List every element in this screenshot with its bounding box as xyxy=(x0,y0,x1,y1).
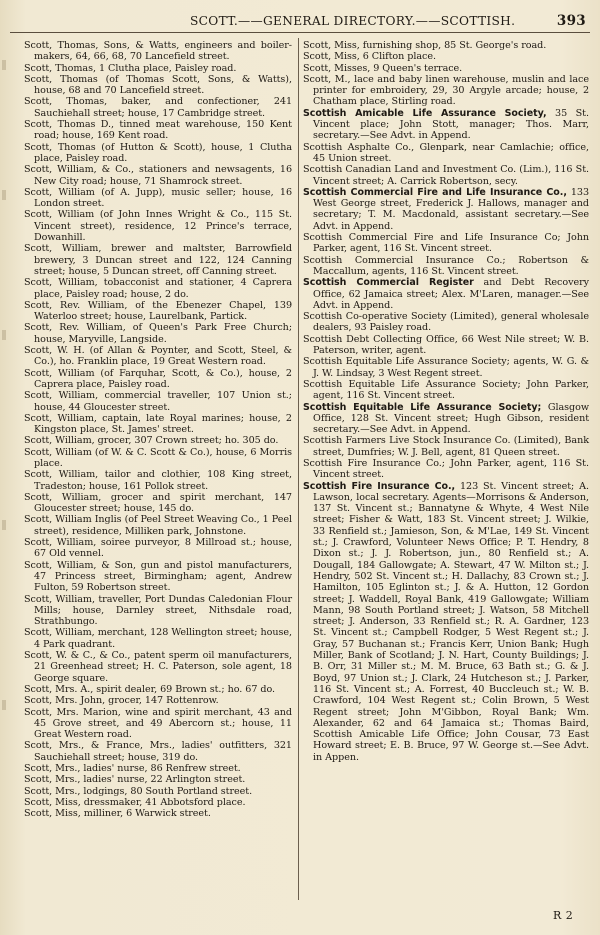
entry-text: Scott, Misses, 9 Queen's terrace. xyxy=(303,62,463,74)
directory-entry xyxy=(24,368,292,391)
directory-entry xyxy=(303,481,589,763)
entry-text: Scott, Rev. William, of Queen's Park Free Church; house, Maryville, Langside. xyxy=(24,322,292,345)
entry-text: Scottish Commercial Fire and Life Insurance Co; John Parker, agent, 116 St. Vincent street. xyxy=(303,232,589,255)
directory-entry xyxy=(303,142,589,165)
directory-entry xyxy=(24,435,292,446)
directory-entry xyxy=(24,74,292,97)
directory-entry xyxy=(303,255,589,278)
header-rule xyxy=(10,32,590,33)
entry-text: Scott, William, traveller, Port Dundas Caledonian Flour Mills; house, Darnley street, Nithsdale road, Strathbungo. xyxy=(24,593,292,628)
entry-name-bold: Scottish Fire Insurance Co., xyxy=(303,480,456,492)
entry-name-bold: Scottish Equitable Life Assurance Society; xyxy=(303,401,542,413)
entry-text: Scott, William, merchant, 128 Wellington street; house, 4 Park quadrant. xyxy=(24,627,292,650)
page-number: 393 xyxy=(556,13,586,29)
directory-entry xyxy=(303,51,589,62)
entry-text: Scott, W. H. (of Allan & Poynter, and Scott, Steel, & Co.), ho. Franklin place, 19 Great Western road. xyxy=(24,345,292,368)
entry-text: Scottish Equitable Life Assurance Society; agents, W. G. & J. W. Lindsay, 3 West Regent street. xyxy=(303,356,589,379)
entry-text: Scott, Mrs., & France, Mrs., ladies' outfitters, 321 Sauchiehall street; house, 319 do. xyxy=(24,740,292,763)
entry-text: Scott, Thomas, 1 Clutha place, Paisley road. xyxy=(24,62,237,74)
directory-entry xyxy=(24,695,292,706)
directory-entry xyxy=(24,740,292,763)
header-title: SCOTT.——GENERAL DIRECTORY.——SCOTTISH. xyxy=(190,14,516,28)
entry-text: Scott, William, tailor and clothier, 108 King street, Tradeston; house, 161 Pollok street. xyxy=(24,469,292,492)
entry-text: Scott, Mrs. Marion, wine and spirit merchant, 43 and 45 Grove street, and 49 Abercorn st.; house, 11 Great Western road. xyxy=(24,706,292,741)
directory-entry xyxy=(303,334,589,357)
entry-text: Scott, William, commercial traveller, 107 Union st.; house, 44 Gloucester street. xyxy=(24,390,292,413)
directory-entry xyxy=(24,560,292,594)
entry-text: Scott, William (of A. Jupp), music seller; house, 16 London street. xyxy=(24,186,292,210)
entry-text: 35 St. Vincent place; John Stott, manager; Thos. Marr, secretary.—See Advt. in Append. xyxy=(313,107,589,142)
directory-entry xyxy=(24,447,292,470)
entry-text: 123 St. Vincent street; A. Lawson, local secretary. Agents—Morrisons & Anderson, 137 St. Vincent st.; Bannatyne & Whyte, 4 West Nile street; Fisher & Watt, 183 St. Vincent street; J. Wilkie, 33 Renfield st.; Jamieson, Son, & M'Lae, 149 St. Vincent st.; J. Crawford, Volunteer News Office; P. T. Hendry, 8 Dixon st.; J. J. Robertson, jun., 80 Renfield st.; A. Dougall, 184 Gallowgate; A. Stewart, 47 W. Milton st.; J. Hendry, 502 St. Vincent st.; H. Dallachy, 83 Crown st.; J. Hamilton, 105 Eglinton st.; J. & A. Hutton, 12 Gordon street; J. Waddell, Royal Bank, 419 Gallowgate; William Mann, 98 South Portland street; J. Watson, 58 Mitchell street; J. Anderson, 33 Renfield st.; R. A. Gardner, 123 St. Vincent st.; Campbell Rodger, 5 West Regent st.; J. Gray, 57 Buchanan st.; Francis Kerr, Union Bank; Hugh Miller, Bank of Scotland; J. N. Hart, County Buildings; J. B. Orr, 31 Miller st.; M. M. Bruce, 63 Bath st.; G. & J. Boyd, 97 Union st.; J. Clark, 24 Hutcheson st.; J. Parker, 116 St. Vincent st.; A. Forrest, 40 Buccleuch st.; W. B. Crawford, 104 West Regent st.; Colin Brown, 5 West Regent street; John M'Gibbon, Royal Bank; Wm. Alexander, 62 and 64 Jamaica st.; Thomas Baird, Scottish Amicable Life Office; John Cousar, 73 East Howard street; E. B. Bruce, 97 W. George st.—See Advt. in Appen. xyxy=(313,480,589,763)
directory-entry xyxy=(303,356,589,379)
page-edge-mark xyxy=(2,330,6,340)
entry-text: Scott, W. & C., & Co., patent sperm oil manufacturers, 21 Greenhead street; H. C. Paterson, sole agent, 18 George square. xyxy=(24,650,292,684)
directory-entry xyxy=(24,209,292,243)
directory-entry xyxy=(24,763,292,774)
directory-entry xyxy=(24,650,292,684)
directory-entry xyxy=(303,74,589,108)
entry-text: Scott, Miss, 6 Clifton place. xyxy=(303,51,436,63)
entry-text: Scottish Asphalte Co., Glenpark, near Camlachie; office, 45 Union street. xyxy=(303,141,589,164)
entry-text: Scott, William, grocer, 307 Crown street; ho. 305 do. xyxy=(24,435,279,447)
directory-entry xyxy=(24,63,292,74)
directory-entry xyxy=(24,707,292,741)
entry-text: and Debt Recovery Office, 62 Jamaica street; Alex. M'Laren, manager.—See Advt. in Append. xyxy=(313,277,589,311)
directory-entry xyxy=(303,277,589,311)
column-divider xyxy=(298,38,299,900)
entry-text: Scott, Thomas (of Hutton & Scott), house, 1 Clutha place, Paisley road. xyxy=(24,141,292,164)
entry-text: Glasgow Office, 128 St. Vincent street; Hugh Gibson, resident secretary.—See Advt. in Append. xyxy=(313,401,590,436)
directory-entry xyxy=(303,311,589,334)
page-edge-mark xyxy=(2,520,6,530)
directory-entry xyxy=(303,40,589,51)
directory-entry xyxy=(303,435,589,458)
entry-text: Scott, Mrs., lodgings, 80 South Portland street. xyxy=(24,785,253,797)
entry-text: Scott, William, captain, late Royal marines; house, 2 Kingston place, St. James' street. xyxy=(24,412,292,436)
entry-text: Scott, William Inglis (of Peel Street Weaving Co., 1 Peel street), residence, Milliken park, Johnstone. xyxy=(24,514,292,537)
entry-text: Scott, Mrs., ladies' nurse, 22 Arlington street. xyxy=(24,774,246,786)
entry-text: Scott, William, grocer and spirit merchant, 147 Gloucester street; house, 145 do. xyxy=(24,491,292,515)
entry-text: Scott, Thomas (of Thomas Scott, Sons, & Watts), house, 68 and 70 Lancefield street. xyxy=(24,73,292,97)
directory-entry xyxy=(24,142,292,165)
directory-entry xyxy=(24,243,292,277)
entry-text: Scott, Miss, milliner, 6 Warwick street. xyxy=(24,808,211,820)
entry-text: Scottish Commercial Insurance Co.; Robertson & Maccallum, agents, 116 St. Vincent street. xyxy=(303,254,589,277)
entry-text: Scottish Co-operative Society (Limited), general wholesale dealers, 93 Paisley road. xyxy=(303,311,589,334)
directory-entry xyxy=(24,390,292,413)
entry-text: Scottish Farmers Live Stock Insurance Co. (Limited), Bank street, Dumfries; W. J. Bell, agent, 81 Queen street. xyxy=(303,435,589,458)
directory-entry xyxy=(303,458,589,481)
entry-text: Scott, Thomas D., tinned meat warehouse, 150 Kent road; house, 169 Kent road. xyxy=(24,119,292,142)
directory-entry xyxy=(303,402,589,436)
signature-mark: R 2 xyxy=(553,909,574,922)
entry-text: Scott, Mrs. A., spirit dealer, 69 Brown st.; ho. 67 do. xyxy=(24,683,276,695)
entry-text: Scott, William, soiree purveyor, 8 Millroad st.; house, 67 Old vennel. xyxy=(24,537,292,560)
entry-text: Scott, Mrs. John, grocer, 147 Rottenrow. xyxy=(24,695,219,707)
directory-entry xyxy=(303,187,589,232)
entry-text: Scottish Equitable Life Assurance Society; John Parker, agent, 116 St. Vincent street. xyxy=(303,378,589,402)
directory-entry xyxy=(303,108,589,142)
directory-entry xyxy=(24,786,292,797)
entry-text: Scottish Debt Collecting Office, 66 West Nile street; W. B. Paterson, writer, agent. xyxy=(303,333,589,357)
directory-entry xyxy=(303,379,589,402)
entry-name-bold: Scottish Commercial Register xyxy=(303,277,474,289)
directory-entry xyxy=(24,277,292,300)
entry-text: Scott, William, brewer and maltster, Barrowfield brewery, 3 Duncan street and 122, 124 Canning street; house, 5 Duncan street, off Canning street. xyxy=(24,243,292,277)
directory-entry xyxy=(24,492,292,515)
entry-text: Scott, William (of Farquhar, Scott, & Co.), house, 2 Caprera place, Paisley road. xyxy=(24,367,292,390)
right-column xyxy=(303,40,589,763)
entry-text: Scott, William, & Co., stationers and newsagents, 16 New City road; house, 71 Shamrock street. xyxy=(24,164,292,187)
directory-entry xyxy=(24,345,292,368)
directory-entry xyxy=(24,187,292,210)
directory-entry xyxy=(24,537,292,560)
entry-text: Scott, William (of John Innes Wright & Co., 115 St. Vincent street), residence, 12 Prince's terrace, Dowanhill. xyxy=(24,209,292,244)
entry-text: Scott, Miss, dressmaker, 41 Abbotsford place. xyxy=(24,796,246,808)
directory-entry xyxy=(24,797,292,808)
left-column xyxy=(24,40,292,819)
entry-text: Scott, William (of W. & C. Scott & Co.), house, 6 Morris place. xyxy=(24,446,292,469)
directory-entry xyxy=(24,469,292,492)
running-header xyxy=(40,14,586,32)
page-edge-mark xyxy=(2,700,6,710)
entry-text: Scott, William, tobacconist and stationer, 4 Caprera place, Paisley road; house, 2 do. xyxy=(24,277,292,300)
entry-text: Scott, Thomas, baker, and confectioner, 241 Sauchiehall street; house, 17 Cambridge street. xyxy=(24,96,292,119)
entry-text: 133 West George street, Frederick J. Hallows, manager and secretary; T. M. Macdonald, assistant secretary.—See Advt. in Append. xyxy=(313,186,590,232)
directory-entry xyxy=(24,164,292,187)
directory-entry xyxy=(24,514,292,537)
directory-entry xyxy=(24,119,292,142)
directory-entry xyxy=(303,63,589,74)
directory-entry xyxy=(303,232,589,255)
entry-text: Scottish Fire Insurance Co.; John Parker, agent, 116 St. Vincent street. xyxy=(303,457,589,481)
directory-entry xyxy=(24,96,292,119)
entry-text: Scottish Canadian Land and Investment Co. (Lim.), 116 St. Vincent street; A. Carrick Robertson, secy. xyxy=(303,164,589,187)
entry-text: Scott, Rev. William, of the Ebenezer Chapel, 139 Waterloo street; house, Laurelbank, Partick. xyxy=(24,299,292,323)
directory-entry xyxy=(303,164,589,187)
directory-entry xyxy=(24,627,292,650)
directory-entry xyxy=(24,322,292,345)
page-edge-mark xyxy=(2,60,6,70)
entry-name-bold: Scottish Amicable Life Assurance Society, xyxy=(303,107,547,119)
entry-text: Scott, M., lace and baby linen warehouse, muslin and lace printer for embroidery, 29, 30 Argyle arcade; house, 2 Chatham place, Stirling road. xyxy=(303,73,589,108)
entry-text: Scott, William, & Son, gun and pistol manufacturers, 47 Princess street, Birmingham; agent, Andrew Fulton, 59 Robertson street. xyxy=(24,559,292,594)
directory-entry xyxy=(24,808,292,819)
entry-name-bold: Scottish Commercial Fire and Life Insurance Co., xyxy=(303,186,567,198)
page-edge-mark xyxy=(2,190,6,200)
entry-text: Scott, Thomas, Sons, & Watts, engineers and boiler-makers, 64, 66, 68, 70 Lancefield street. xyxy=(24,40,292,63)
directory-entry xyxy=(24,594,292,628)
entry-text: Scott, Mrs., ladies' nurse, 86 Renfrew street. xyxy=(24,763,241,774)
directory-entry xyxy=(24,413,292,436)
directory-entry xyxy=(24,684,292,695)
directory-entry xyxy=(24,300,292,323)
directory-entry xyxy=(24,774,292,785)
entry-text: Scott, Miss, furnishing shop, 85 St. George's road. xyxy=(303,40,547,51)
directory-entry xyxy=(24,40,292,63)
